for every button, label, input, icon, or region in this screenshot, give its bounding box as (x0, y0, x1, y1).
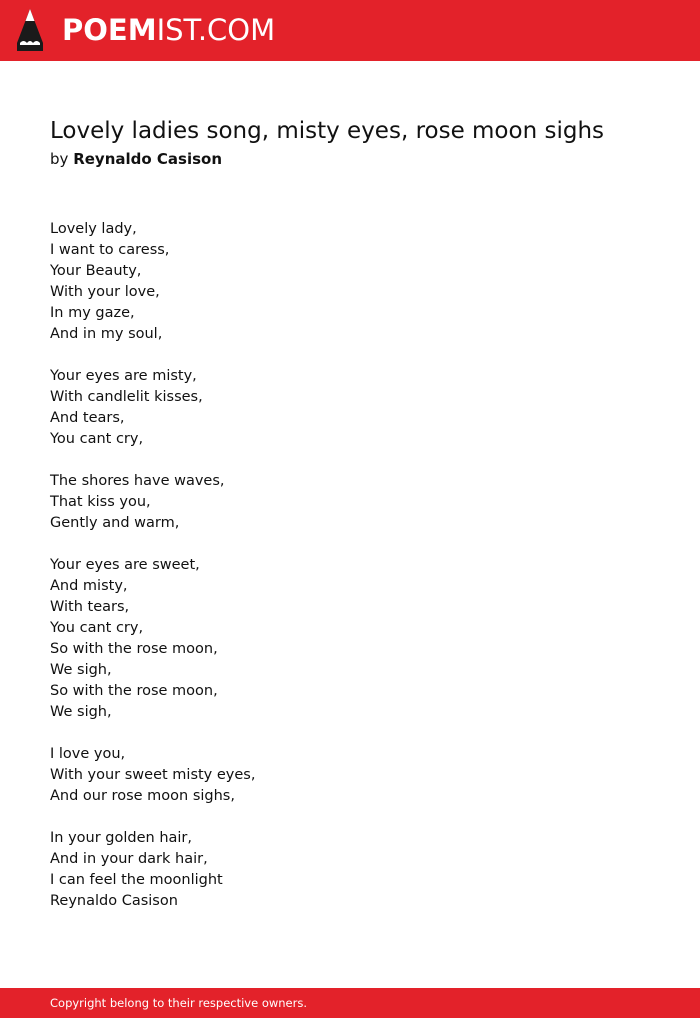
stanza-5 (50, 744, 650, 807)
poem-line: With your sweet misty eyes, (50, 767, 256, 783)
pencil-icon (17, 9, 43, 51)
poem-line: And in my soul, (50, 326, 163, 342)
logo-light-part: IST.COM (156, 13, 276, 47)
poem-line: We sigh, (50, 704, 112, 720)
poem-line: With tears, (50, 599, 130, 615)
logo-bold-part: POEM (62, 13, 157, 47)
site-footer (0, 988, 700, 1018)
poem-line: And our rose moon sighs, (50, 788, 235, 804)
poem-line: With your love, (50, 284, 160, 300)
stanza-2 (50, 366, 650, 450)
poem-line: Reynaldo Casison (50, 893, 178, 909)
poem-line: Your eyes are sweet, (50, 557, 200, 573)
poem-line: Lovely lady, (50, 221, 137, 237)
poem-line: Your Beauty, (50, 263, 142, 279)
stanza-1 (50, 219, 650, 345)
stanza-4 (50, 555, 650, 723)
poem-line: And in your dark hair, (50, 851, 208, 867)
copyright-notice: Copyright belong to their respective owners. (50, 996, 308, 1010)
author-name: Reynaldo Casison (73, 150, 223, 168)
poem-line: In my gaze, (50, 305, 135, 321)
poem-line: I want to caress, (50, 242, 170, 258)
poem-line: And tears, (50, 410, 125, 426)
stanza-3 (50, 471, 650, 534)
poem-line: I love you, (50, 746, 126, 762)
poem-line: In your golden hair, (50, 830, 192, 846)
byline (50, 149, 222, 169)
poem-line: We sigh, (50, 662, 112, 678)
poem-line: You cant cry, (50, 431, 144, 447)
site-logo[interactable] (62, 12, 275, 48)
poem-line: The shores have waves, (50, 473, 225, 489)
site-header (0, 0, 700, 61)
poem-line: So with the rose moon, (50, 683, 218, 699)
poem-body (50, 219, 650, 933)
poem-line: With candlelit kisses, (50, 389, 203, 405)
poem-line: Gently and warm, (50, 515, 180, 531)
poem-line: And misty, (50, 578, 128, 594)
poem-line: So with the rose moon, (50, 641, 218, 657)
stanza-6 (50, 828, 650, 912)
poem-line: That kiss you, (50, 494, 151, 510)
by-label: by (50, 150, 69, 168)
poem-line: Your eyes are misty, (50, 368, 197, 384)
poem-line: You cant cry, (50, 620, 144, 636)
poem-title: Lovely ladies song, misty eyes, rose moon sighs (50, 118, 604, 144)
poem-line: I can feel the moonlight (50, 872, 223, 888)
